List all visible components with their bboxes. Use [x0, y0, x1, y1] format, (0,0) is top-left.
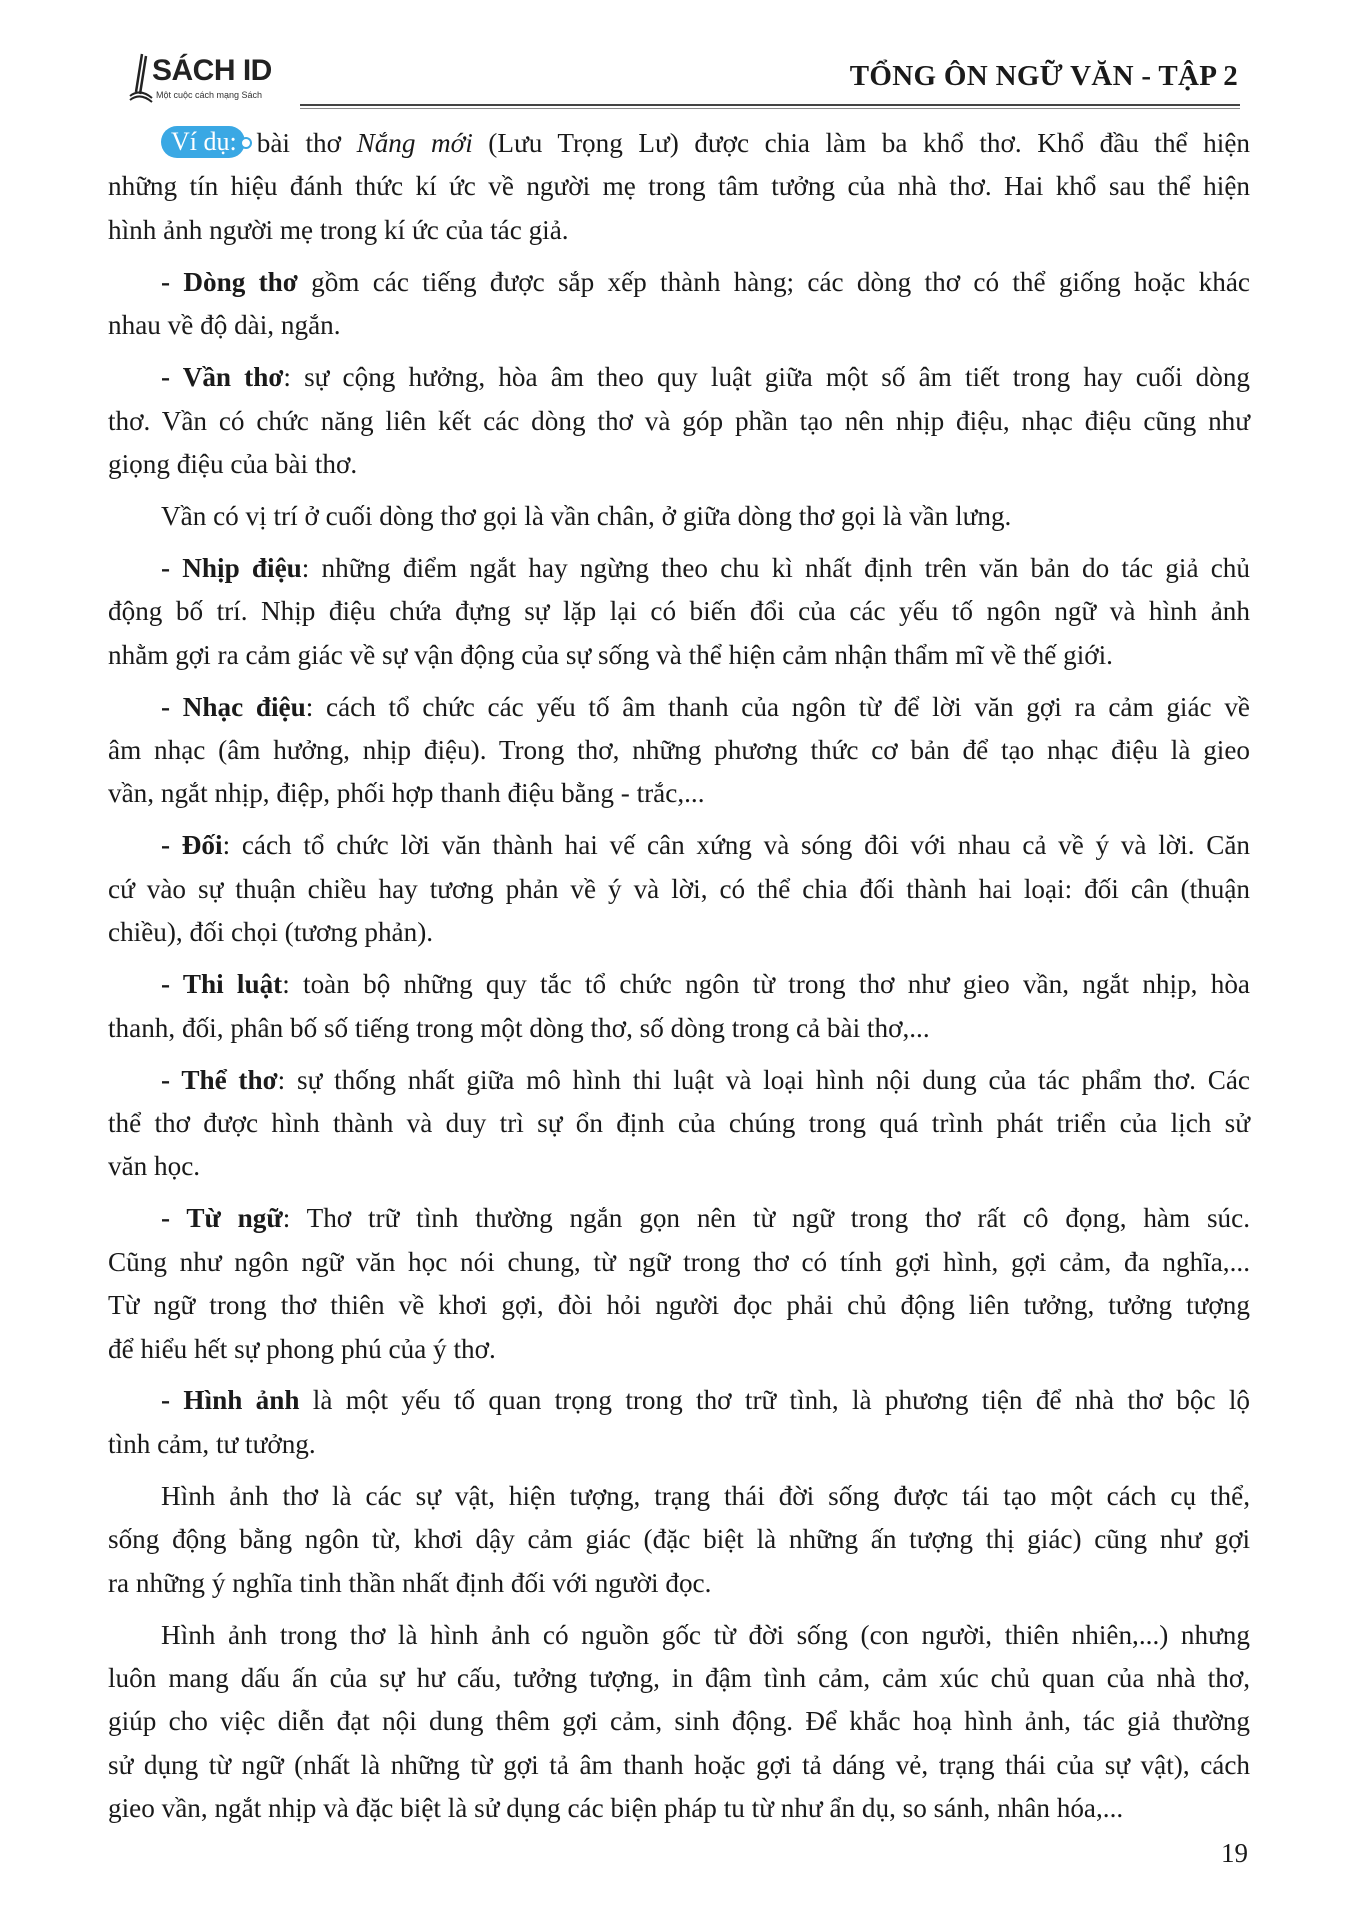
text-span: Cũng như ngôn ngữ văn học nói chung, từ ngữ trong thơ có tính gợi hình, gợi cảm, đa nghĩa,...: [108, 1246, 1250, 1277]
paragraph: [108, 1197, 1250, 1371]
text-line: [108, 911, 1250, 954]
text-line: [108, 1328, 1250, 1371]
text-span: chiều), đối chọi (tương phản).: [108, 917, 434, 948]
book-logo-icon: [128, 52, 154, 104]
page-body: [108, 122, 1250, 1839]
page-number: 19: [1221, 1838, 1248, 1868]
text-line: [108, 400, 1250, 443]
paragraph: [108, 261, 1250, 348]
text-span: thanh, đối, phân bố số tiếng trong một dòng thơ, số dòng trong cả bài thơ,...: [108, 1012, 930, 1043]
paragraph: [108, 1059, 1250, 1189]
paragraph: [108, 356, 1250, 486]
text-line: [108, 261, 1250, 304]
paragraph: [108, 824, 1250, 954]
text-span: : Thơ trữ tình thường ngắn gọn nên từ ngữ trong thơ rất cô đọng, hàm súc.: [282, 1203, 1250, 1234]
text-span: Hình ảnh trong thơ là hình ảnh có nguồn gốc từ đời sống (con người, thiên nhiên,...) nhưng: [161, 1619, 1250, 1650]
text-line: [108, 729, 1250, 772]
paragraph: [108, 686, 1250, 816]
text-span: nhau về độ dài, ngắn.: [108, 310, 341, 341]
text-span: Vần có vị trí ở cuối dòng thơ gọi là vần chân, ở giữa dòng thơ gọi là vần lưng.: [161, 500, 1012, 531]
text-line: [108, 1102, 1250, 1145]
text-line: [108, 1518, 1250, 1561]
text-line: [108, 1744, 1250, 1787]
text-line: hình ảnh người mẹ trong kí ức của tác giả.: [108, 214, 569, 245]
text-span: để hiểu hết sự phong phú của ý thơ.: [108, 1333, 496, 1364]
text-line: [108, 686, 1250, 729]
text-span: thể thơ được hình thành và duy trì sự ổn định của chúng trong quá trình phát triển của lịch sử: [108, 1107, 1250, 1138]
text-line: [108, 772, 1250, 815]
text-line: [108, 590, 1250, 633]
text-span: sử dụng từ ngữ (nhất là những từ gợi tả âm thanh hoặc gợi tả dáng vẻ, trạng thái của sự vật), cách: [108, 1749, 1250, 1780]
text-span: động bố trí. Nhịp điệu chứa đựng sự lặp lại có biến đổi của các yếu tố ngôn ngữ và hình ảnh: [108, 596, 1250, 627]
term-label: - Hình ảnh: [161, 1385, 300, 1416]
text-line: [108, 1614, 1250, 1657]
term-label: - Thể thơ: [161, 1064, 278, 1095]
text-span: : những điểm ngắt hay ngừng theo chu kì nhất định trên văn bản do tác giả chủ: [301, 552, 1250, 583]
paragraph: [108, 1379, 1250, 1466]
text-line: [108, 824, 1250, 867]
term-label: - Đối: [161, 830, 223, 861]
text-span: (Lưu Trọng Lư) được chia làm ba khổ thơ. Khổ đầu thể hiện: [472, 128, 1250, 158]
poem-title: Nắng mới: [356, 128, 473, 158]
text-span: nhằm gợi ra cảm giác về sự vận động của sự sống và thể hiện cảm nhận thẩm mĩ về thế giới.: [108, 639, 1113, 670]
text-line: những tín hiệu đánh thức kí ức về người mẹ trong tâm tưởng của nhà thơ. Hai khổ sau thể hiện: [108, 171, 1250, 202]
text-line: [108, 122, 1250, 165]
logo-tagline: Một cuộc cách mạng Sách: [156, 90, 263, 100]
text-span: : cách tổ chức các yếu tố âm thanh của ngôn từ để lời văn gợi ra cảm giác về: [305, 691, 1250, 722]
text-span: bài thơ: [256, 128, 357, 158]
example-paragraph: [108, 122, 1250, 252]
paragraph: [108, 1614, 1250, 1831]
text-line: [108, 1145, 1250, 1188]
text-line: [108, 634, 1250, 677]
text-span: ra những ý nghĩa tinh thần nhất định đối với người đọc.: [108, 1567, 712, 1598]
term-label: - Vần thơ: [161, 362, 284, 393]
text-span: gieo vần, ngắt nhịp và đặc biệt là sử dụng các biện pháp tu từ như ẩn dụ, so sánh, nhân hóa,...: [108, 1793, 1124, 1824]
text-line: [108, 1284, 1250, 1327]
text-line: [108, 963, 1250, 1006]
text-span: sống động bằng ngôn từ, khơi dậy cảm giác (đặc biệt là những ấn tượng thị giác) cũng như gợi: [108, 1524, 1250, 1555]
text-span: là một yếu tố quan trọng trong thơ trữ tình, là phương tiện để nhà thơ bộc lộ: [299, 1385, 1250, 1416]
term-label: - Thi luật: [161, 969, 283, 1000]
text-line: [108, 1379, 1250, 1422]
text-span: giúp cho việc diễn đạt nội dung thêm gợi cảm, sinh động. Để khắc hoạ hình ảnh, tác giả thường: [108, 1706, 1250, 1737]
text-line: [108, 443, 1250, 486]
header-divider: [300, 104, 1240, 109]
term-label: - Nhạc điệu: [161, 691, 306, 722]
text-span: Hình ảnh thơ là các sự vật, hiện tượng, trạng thái đời sống được tái tạo một cách cụ thể,: [161, 1480, 1250, 1511]
text-span: giọng điệu của bài thơ.: [108, 448, 358, 479]
text-span: vần, ngắt nhịp, điệp, phối hợp thanh điệu bằng - trắc,...: [108, 778, 705, 809]
text-line: [108, 1241, 1250, 1284]
text-span: Từ ngữ trong thơ thiên về khơi gợi, đòi hỏi người đọc phải chủ động liên tưởng, tưởng tượng: [108, 1290, 1250, 1321]
term-label: - Dòng thơ: [161, 266, 298, 297]
text-span: gồm các tiếng được sắp xếp thành hàng; các dòng thơ có thể giống hoặc khác: [297, 266, 1250, 297]
example-badge: Ví dụ:: [161, 126, 245, 158]
term-label: - Nhịp điệu: [161, 552, 302, 583]
text-span: văn học.: [108, 1151, 201, 1182]
text-line: [108, 356, 1250, 399]
text-span: : sự thống nhất giữa mô hình thi luật và loại hình nội dung của tác phẩm thơ. Các: [277, 1064, 1250, 1095]
text-line: [108, 304, 1250, 347]
text-span: tình cảm, tư tưởng.: [108, 1428, 316, 1459]
text-line: [108, 1700, 1250, 1743]
text-line: [108, 1059, 1250, 1102]
paragraph: [108, 547, 1250, 677]
paragraph: [108, 1475, 1250, 1605]
text-span: cứ vào sự thuận chiều hay tương phản về ý và lời, có thể chia đối thành hai loại: đối cân (thuận: [108, 873, 1250, 904]
text-line: [108, 868, 1250, 911]
logo-text: SÁCH ID: [152, 54, 272, 87]
text-span: : cách tổ chức lời văn thành hai vế cân xứng và sóng đôi với nhau cả về ý và lời. Căn: [222, 830, 1251, 861]
text-line: [108, 1197, 1250, 1240]
text-line: [108, 1787, 1250, 1830]
text-span: thơ. Vần có chức năng liên kết các dòng thơ và góp phần tạo nên nhịp điệu, nhạc điệu cũng như: [108, 405, 1250, 436]
publisher-logo: [128, 52, 308, 108]
text-span: luôn mang dấu ấn của sự hư cấu, tưởng tượng, in đậm tình cảm, cảm xúc chủ quan của nhà thơ,: [108, 1663, 1250, 1694]
text-span: : sự cộng hưởng, hòa âm theo quy luật giữa một số âm tiết trong hay cuối dòng: [283, 362, 1251, 393]
book-title: TỔNG ÔN NGỮ VĂN - TẬP 2: [849, 60, 1238, 92]
text-span: : toàn bộ những quy tắc tổ chức ngôn từ trong thơ như gieo vần, ngắt nhịp, hòa: [282, 969, 1250, 1000]
text-span: âm nhạc (âm hưởng, nhịp điệu). Trong thơ, những phương thức cơ bản để tạo nhạc điệu là gieo: [108, 735, 1250, 766]
text-line: [108, 1657, 1250, 1700]
text-line: [108, 495, 1250, 538]
paragraph: [108, 495, 1250, 538]
text-line: [108, 1007, 1250, 1050]
term-label: - Từ ngữ: [161, 1203, 283, 1234]
text-line: [108, 1475, 1250, 1518]
text-line: [108, 547, 1250, 590]
text-line: [108, 1423, 1250, 1466]
paragraph: [108, 963, 1250, 1050]
text-line: [108, 1562, 1250, 1605]
